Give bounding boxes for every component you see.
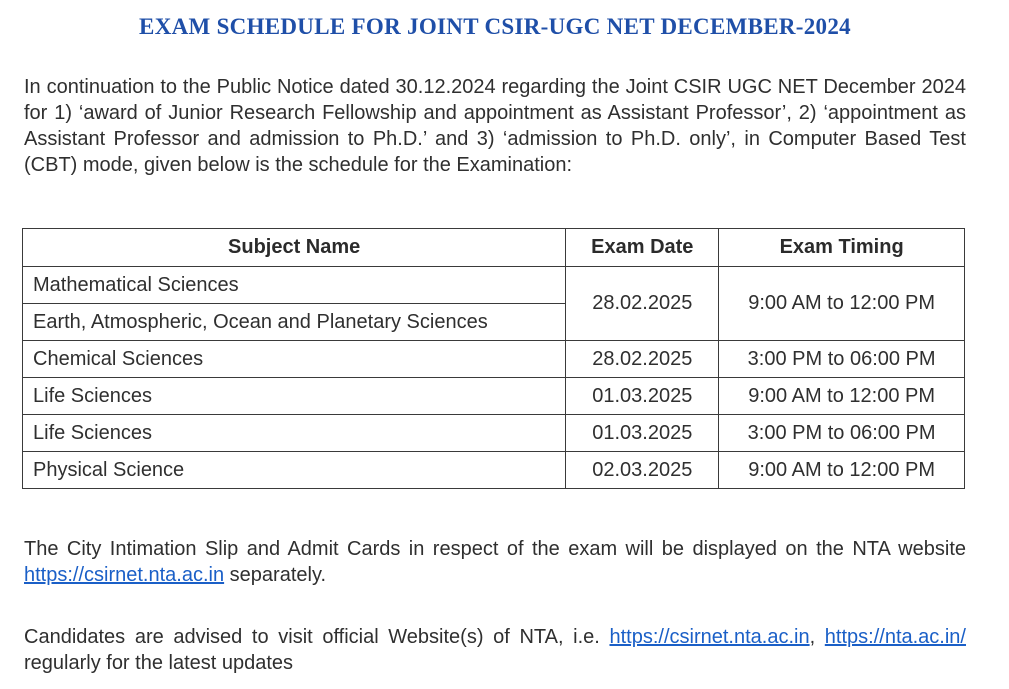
city-intimation-paragraph xyxy=(24,536,966,588)
page-title: EXAM SCHEDULE FOR JOINT CSIR-UGC NET DECEMBER-2024 xyxy=(139,14,851,39)
header-subject-name: Subject Name xyxy=(23,229,566,267)
date-cell: 28.02.2025 xyxy=(566,341,719,378)
csirnet-link[interactable]: https://csirnet.nta.ac.in xyxy=(24,564,225,586)
city-note-text: The City Intimation Slip and Admit Cards in respect of the exam will be displayed on the NTA website xyxy=(24,538,966,560)
timing-cell: 9:00 AM to 12:00 PM xyxy=(719,452,965,489)
timing-cell: 9:00 AM to 12:00 PM xyxy=(719,378,965,415)
timing-cell: 3:00 PM to 06:00 PM xyxy=(719,341,965,378)
subject-cell: Mathematical Sciences xyxy=(23,267,566,304)
date-cell: 01.03.2025 xyxy=(566,378,719,415)
nta-link[interactable]: https://nta.ac.in/ xyxy=(824,626,966,648)
exam-schedule-table xyxy=(22,228,965,489)
timing-cell: 9:00 AM to 12:00 PM xyxy=(719,267,965,341)
table-row xyxy=(23,267,965,304)
subject-cell: Life Sciences xyxy=(23,415,566,452)
advice-paragraph xyxy=(24,624,966,676)
table-row xyxy=(23,378,965,415)
date-cell: 28.02.2025 xyxy=(566,267,719,341)
header-exam-timing: Exam Timing xyxy=(719,229,965,267)
header-exam-date: Exam Date xyxy=(566,229,719,267)
subject-cell: Life Sciences xyxy=(23,378,566,415)
table-header-row xyxy=(23,229,965,267)
link-separator: , xyxy=(809,626,825,648)
timing-cell: 3:00 PM to 06:00 PM xyxy=(719,415,965,452)
advice-text: Candidates are advised to visit official Website(s) of NTA, i.e. xyxy=(24,626,610,648)
intro-paragraph: In continuation to the Public Notice dated 30.12.2024 regarding the Joint CSIR UGC NET December 2024 for 1) ‘award of Junior Research Fellowship and appointment as Assistant Professor’, 2) ‘appointment as Assistant Professor and admission to Ph.D.’ and 3) ‘admission to Ph.D. only’, in Computer Based Test (CBT) mode, given below is the schedule for the Examination: xyxy=(24,76,966,176)
city-note-tail: separately. xyxy=(224,564,327,586)
subject-cell: Earth, Atmospheric, Ocean and Planetary Sciences xyxy=(23,304,566,341)
date-cell: 02.03.2025 xyxy=(566,452,719,489)
table-row xyxy=(23,452,965,489)
date-cell: 01.03.2025 xyxy=(566,415,719,452)
table-row xyxy=(23,341,965,378)
subject-cell: Chemical Sciences xyxy=(23,341,566,378)
table-row xyxy=(23,415,965,452)
advice-tail: regularly for the latest updates xyxy=(24,652,294,674)
csirnet-link[interactable]: https://csirnet.nta.ac.in xyxy=(609,626,810,648)
subject-cell: Physical Science xyxy=(23,452,566,489)
